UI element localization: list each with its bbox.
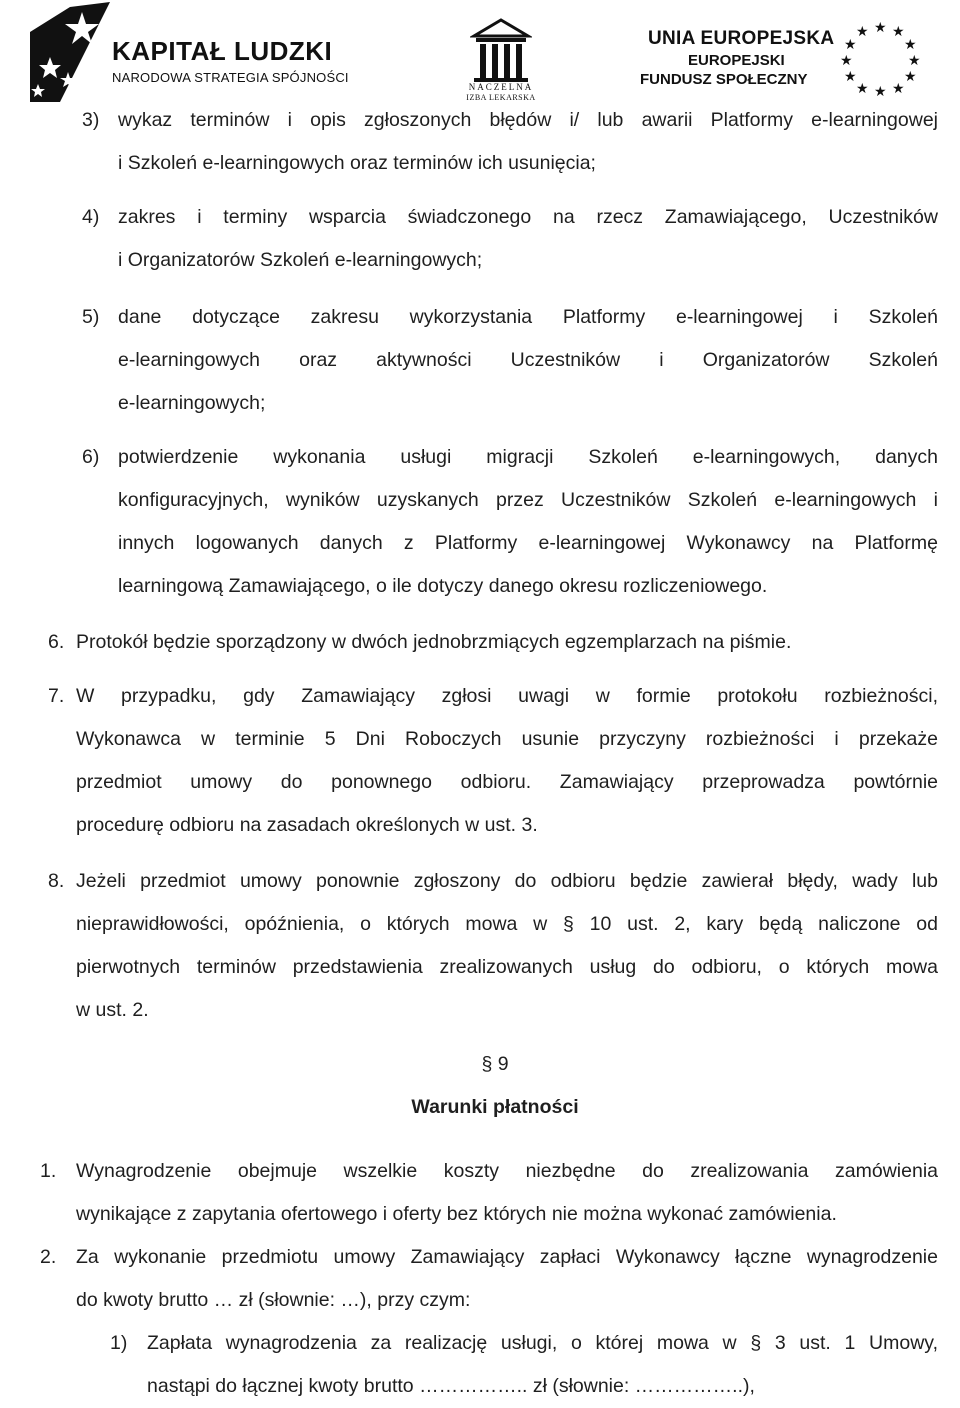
point-number: 6.: [48, 631, 65, 653]
point-number: 8.: [48, 870, 65, 892]
point-item: W przypadku, gdy Zamawiający zgłosi uwagi w formie protokołu rozbieżności, Wykonawca w terminie 5 Dni Roboczych usunie przyczyny rozbieżności i przekaże przedmiot umowy do ponownego odbioru. Zamawiający przeprowadza powtórnie procedurę odbioru na zasadach określonych w ust. 3.: [76, 685, 938, 836]
kapital-ludzki-logo-icon: [30, 2, 110, 102]
list-number: 5): [82, 306, 100, 328]
svg-text:★: ★: [904, 69, 917, 85]
point-item: Za wykonanie przedmiotu umowy Zamawiający zapłaci Wykonawcy łączne wynagrodzenie do kwoty brutto … zł (słownie: …), przy czym:: [76, 1246, 938, 1311]
svg-text:★: ★: [874, 84, 887, 96]
ue-logo-line-3: FUNDUSZ SPOŁECZNY: [640, 71, 808, 88]
point-item: Protokół będzie sporządzony w dwóch jednobrzmiących egzemplarzach na piśmie.: [76, 631, 792, 653]
point-number: 7.: [48, 685, 65, 707]
list-item: potwierdzenie wykonania usługi migracji Szkoleń e-learningowych, danych konfiguracyjnych, wyników uzyskanych przez Uczestników Szkoleń e-learningowych i innych logowanych danych z Platformy e-learningowej Wykonawcy na Platformę learningową Zamawiającego, o ile dotyczy danego okresu rozliczeniowego.: [118, 446, 938, 597]
svg-text:★: ★: [844, 37, 857, 53]
nil-logo-text-2: IZBA LEKARSKA: [466, 93, 536, 102]
svg-text:★: ★: [840, 53, 853, 69]
section-title: Warunki płatności: [411, 1096, 579, 1118]
page-header: [0, 0, 960, 105]
list-number: 3): [82, 109, 100, 131]
list-number: 4): [82, 206, 100, 228]
document-body: [0, 105, 960, 1397]
list-item: wykaz terminów i opis zgłoszonych błędów i/ lub awarii Platformy e-learningowej i Szkoleń e-learningowych oraz terminów ich usunięcia;: [118, 109, 938, 174]
svg-text:★: ★: [874, 20, 887, 36]
eu-flag-stars-icon: [830, 18, 930, 96]
svg-text:★: ★: [892, 24, 905, 40]
ue-logo-line-2: EUROPEJSKI: [688, 52, 785, 69]
list-number: 6): [82, 446, 100, 468]
svg-text:★: ★: [904, 37, 917, 53]
svg-text:★: ★: [844, 69, 857, 85]
point-number: 1.: [40, 1160, 57, 1182]
kapital-ludzki-subtitle: NARODOWA STRATEGIA SPÓJNOŚCI: [112, 70, 349, 85]
svg-text:★: ★: [908, 53, 921, 69]
svg-text:★: ★: [856, 81, 869, 96]
svg-text:★: ★: [856, 24, 869, 40]
point-item: Wynagrodzenie obejmuje wszelkie koszty niezbędne do zrealizowania zamówienia wynikające z zapytania ofertowego i oferty bez których nie można wykonać zamówienia.: [76, 1160, 938, 1225]
svg-text:★: ★: [892, 81, 905, 96]
sub-list-item: Zapłata wynagrodzenia za realizację usługi, o której mowa w § 3 ust. 1 Umowy, nastąpi do łącznej kwoty brutto …………….. zł (słownie: ……………..),: [147, 1332, 938, 1397]
nil-logo-text-1: NACZELNA: [468, 82, 534, 92]
list-item: dane dotyczące zakresu wykorzystania Platformy e-learningowej i Szkoleń e-learningowych oraz aktywności Uczestników i Organizatorów Szkoleń e-learningowych;: [118, 306, 938, 414]
point-item: Jeżeli przedmiot umowy ponownie zgłoszony do odbioru będzie zawierał błędy, wady lub nieprawidłowości, opóźnienia, o których mowa w § 10 ust. 2, kary będą naliczone od pierwotnych terminów przedstawienia zrealizowanych usług do odbioru, o których mowa w ust. 2.: [76, 870, 938, 1021]
list-item: zakres i terminy wsparcia świadczonego na rzecz Zamawiającego, Uczestników i Organizatorów Szkoleń e-learningowych;: [118, 206, 938, 271]
ue-logo-line-1: UNIA EUROPEJSKA: [648, 28, 835, 49]
point-number: 2.: [40, 1246, 57, 1268]
section-symbol: § 9: [481, 1053, 509, 1075]
kapital-ludzki-title: KAPITAŁ LUDZKI: [112, 36, 333, 66]
sub-list-number: 1): [110, 1332, 128, 1354]
